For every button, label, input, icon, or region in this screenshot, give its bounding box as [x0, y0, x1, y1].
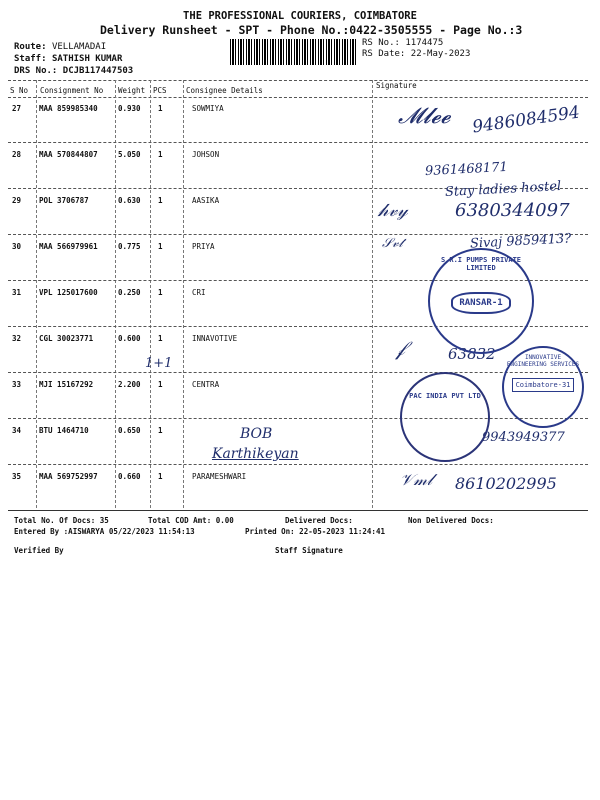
col-pcs: PCS [153, 86, 167, 95]
handwritten-phone-32: 63832 [448, 345, 496, 363]
cell-consignment: MAA 569752997 [39, 472, 98, 481]
cell-weight: 0.600 [118, 334, 141, 343]
rs-no-label: RS No.: [362, 38, 400, 48]
cell-sno: 32 [12, 334, 22, 343]
col-consignment: Consignment No [40, 86, 104, 95]
cell-pcs: 1 [158, 380, 163, 389]
drs-line [14, 66, 133, 76]
handwritten-phone-35: 8610202995 [455, 474, 557, 493]
cell-sno: 27 [12, 104, 22, 113]
verified-by: Verified By [14, 546, 64, 555]
col-consignee: Consignee Details [186, 86, 263, 95]
signature-mark-27: 𝓜𝓵𝓮𝓮 [398, 104, 451, 129]
cell-consignment: VPL 125017600 [39, 288, 98, 297]
cell-pcs: 1 [158, 472, 163, 481]
cell-consignee: SOWMIYA [192, 104, 224, 113]
row-separator [8, 142, 588, 143]
cell-weight: 0.775 [118, 242, 141, 251]
rs-date-line [362, 49, 470, 59]
cell-consignee: AASIKA [192, 196, 220, 205]
cell-pcs: 1 [158, 150, 163, 159]
stamp-pumps-center: RANSAR-1 [451, 292, 510, 314]
cell-sno: 35 [12, 472, 22, 481]
header-bottom-rule [8, 97, 588, 98]
col-divider [183, 80, 184, 508]
cell-sno: 34 [12, 426, 22, 435]
signature-mark-35: 𝒱𝓂𝓁 [400, 470, 433, 489]
col-signature: Signature [376, 81, 417, 90]
cell-pcs: 1 [158, 334, 163, 343]
cell-sno: 30 [12, 242, 22, 251]
stamp-pac-text: PAC INDIA PVT LTD [409, 392, 481, 400]
staff-line [14, 54, 122, 64]
cell-weight: 0.250 [118, 288, 141, 297]
col-sno: S No [10, 86, 29, 95]
col-divider [115, 80, 116, 508]
total-docs: Total No. Of Docs: 35 [14, 516, 109, 525]
handwritten-phone-34: 9943949377 [482, 430, 565, 445]
staff-label: Staff: [14, 54, 47, 64]
cell-sno: 28 [12, 150, 22, 159]
col-weight: Weight [118, 86, 146, 95]
stamp-innovative-center: Coimbatore-31 [512, 378, 575, 392]
handwritten-phone-27: 9486084594 [471, 102, 582, 138]
cell-sno: 31 [12, 288, 22, 297]
footer-rule [8, 510, 588, 511]
handwritten-note-33: 1+1 [145, 356, 173, 371]
handwritten-note-30: Sivaj 9859413? [469, 231, 572, 252]
non-delivered-docs: Non Delivered Docs: [408, 516, 494, 525]
company-title: THE PROFESSIONAL COURIERS, COIMBATORE [183, 10, 417, 22]
cell-pcs: 1 [158, 242, 163, 251]
rs-no-value: 1174475 [405, 38, 444, 48]
cell-consignee: PRIYA [192, 242, 215, 251]
signature-mark-29: 𝒽𝓋𝓎 [378, 200, 408, 221]
cell-weight: 0.630 [118, 196, 141, 205]
cell-consignee: PARAMESHWARI [192, 472, 247, 481]
col-divider [150, 80, 151, 508]
cell-weight: 0.660 [118, 472, 141, 481]
row-separator [8, 418, 588, 419]
barcode-image [230, 39, 358, 65]
cell-consignment: BTU 1464710 [39, 426, 89, 435]
signature-mark-30: 𝒮𝓋𝓉 [382, 236, 403, 251]
stamp-innovative-text: INNOVATIVE ENGINEERING SERVICES [506, 354, 580, 368]
staff-value: SATHISH KUMAR [51, 54, 123, 64]
handwritten-name-34: BOB [240, 426, 273, 442]
cell-weight: 0.930 [118, 104, 141, 113]
cell-consignee: INNAVOTIVE [192, 334, 238, 343]
cell-sno: 33 [12, 380, 22, 389]
cell-consignee: CENTRA [192, 380, 220, 389]
cell-pcs: 1 [158, 196, 163, 205]
cell-consignment: POL 3706787 [39, 196, 89, 205]
delivered-docs: Delivered Docs: [285, 516, 353, 525]
handwritten-name2-34: Karthikeyan [212, 446, 299, 462]
row-separator [8, 372, 588, 373]
rs-date-value: 22-May-2023 [410, 49, 471, 59]
company-stamp-pumps [428, 248, 534, 354]
entered-by: Entered By :AISWARYA 05/22/2023 11:54:13 [14, 527, 195, 536]
route-label: Route: [14, 42, 47, 52]
route-value: VELLAMADAI [51, 42, 107, 52]
handwritten-phone-28: 9361468171 [424, 159, 509, 180]
cell-weight: 2.200 [118, 380, 141, 389]
rs-no-line [362, 38, 443, 48]
staff-signature: Staff Signature [275, 546, 343, 555]
drs-value: DCJB117447503 [62, 66, 134, 76]
cell-consignment: MAA 566979961 [39, 242, 98, 251]
cell-consignment: CGL 30023771 [39, 334, 94, 343]
drs-label: DRS No.: [14, 66, 58, 76]
row-separator [8, 464, 588, 465]
col-divider [36, 80, 37, 508]
rs-date-label: RS Date: [362, 49, 406, 59]
col-divider [372, 80, 373, 508]
cell-consignee: JOHSON [192, 150, 220, 159]
cell-pcs: 1 [158, 288, 163, 297]
signature-mark-32: 𝒻 [396, 336, 405, 360]
total-cod: Total COD Amt: 0.00 [148, 516, 234, 525]
cell-consignment: MAA 570844807 [39, 150, 98, 159]
printed-on: Printed On: 22-05-2023 11:24:41 [245, 527, 385, 536]
handwritten-note-28: Stay ladies hostel [444, 178, 562, 201]
stamp-pumps-text: S.R.I PUMPS PRIVATE LIMITED [440, 256, 522, 272]
company-stamp-pac [400, 372, 490, 462]
cell-consignment: MJI 15167292 [39, 380, 94, 389]
cell-pcs: 1 [158, 104, 163, 113]
company-stamp-innovative [502, 346, 584, 428]
cell-pcs: 1 [158, 426, 163, 435]
cell-weight: 5.050 [118, 150, 141, 159]
cell-weight: 0.650 [118, 426, 141, 435]
cell-consignment: MAA 859985340 [39, 104, 98, 113]
runsheet-subtitle: Delivery Runsheet - SPT - Phone No.:0422-3505555 - Page No.:3 [100, 23, 523, 37]
table-top-rule [8, 80, 588, 81]
route-line [14, 42, 106, 52]
cell-sno: 29 [12, 196, 22, 205]
handwritten-phone-29: 6380344097 [455, 200, 570, 221]
cell-consignee: CRI [192, 288, 206, 297]
